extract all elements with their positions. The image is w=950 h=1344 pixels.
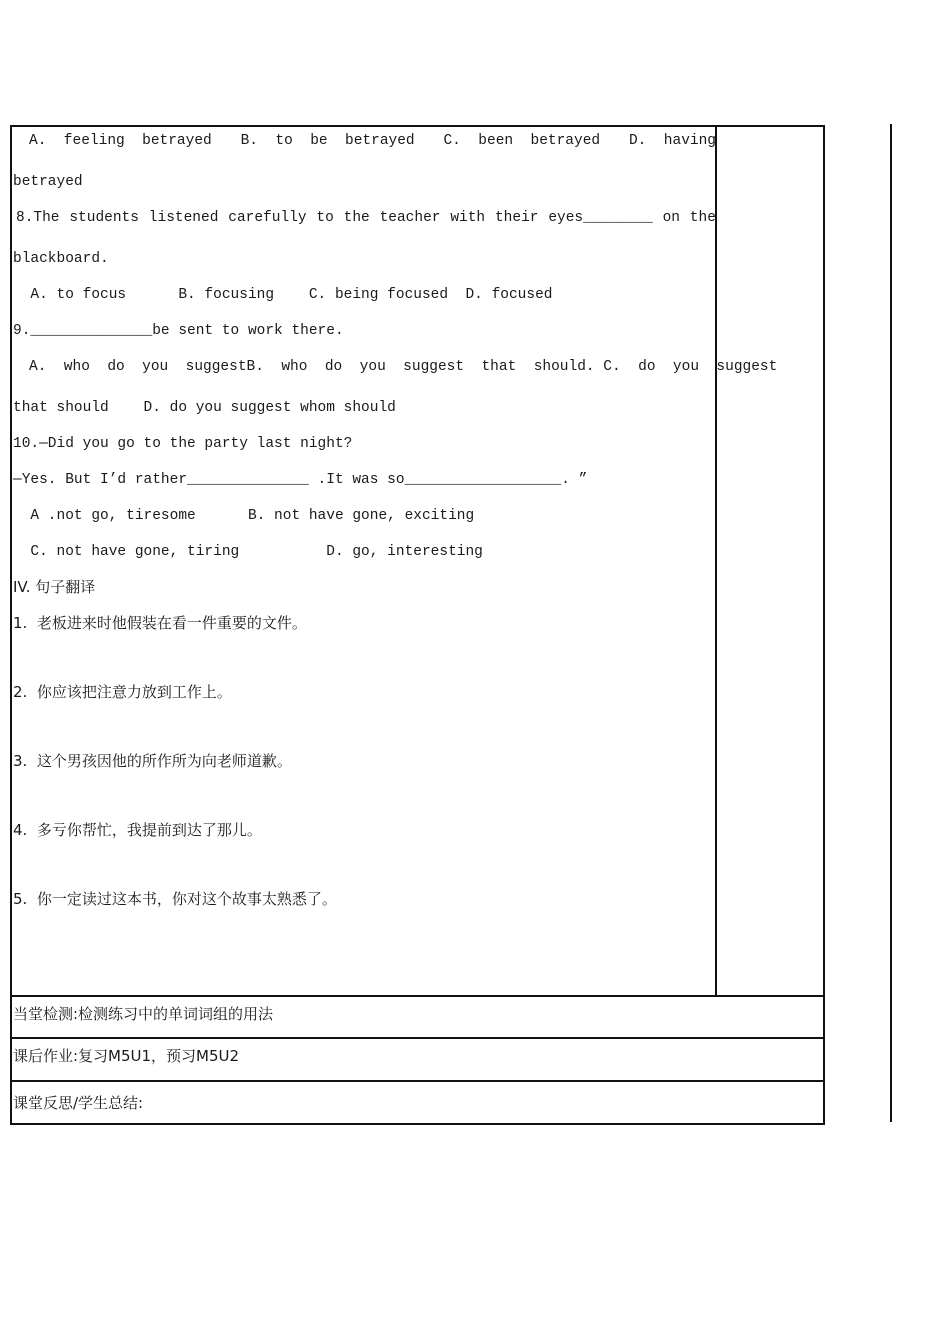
q7-option-b: B. to be betrayed [240, 133, 415, 149]
q8-word: 8.The [16, 210, 60, 226]
classroom-check: 当堂检测:检测练习中的单词词组的用法 [13, 1005, 274, 1023]
translation-item-3: 3. 这个男孩因他的所作所为向老师道歉。 [13, 752, 292, 770]
q9-options [13, 358, 778, 376]
q8-word: with [450, 210, 486, 226]
q8-word: their [494, 210, 539, 226]
q8-word: the [343, 210, 370, 226]
q8-word: listened [148, 210, 219, 226]
q8-word: eyes________ [548, 210, 653, 226]
row-divider-homework [10, 1037, 825, 1039]
q8-options: A. to focus B. focusing C. being focused D. focused [13, 287, 553, 303]
q10-stem: 10.—Did you go to the party last night? [13, 436, 353, 452]
q8-stem-cont: blackboard. [13, 251, 109, 267]
row-divider-reflection [10, 1080, 825, 1082]
q7-options [13, 132, 716, 150]
q8-stem [13, 209, 716, 227]
q8-word: teacher [379, 210, 441, 226]
q10-options-cd: C. not have gone, tiring D. go, interesting [13, 544, 483, 560]
translation-item-2: 2. 你应该把注意力放到工作上。 [13, 683, 232, 701]
q8-word: students [69, 210, 139, 226]
page-margin-rule [890, 124, 892, 1122]
q7-options-cont: betrayed [13, 174, 83, 190]
column-divider [715, 125, 717, 996]
homework: 课后作业:复习M5U1，预习M5U2 [13, 1047, 240, 1065]
translation-item-5: 5. 你一定读过这本书，你对这个故事太熟悉了。 [13, 890, 337, 908]
row-divider-check [10, 995, 825, 997]
q8-word: to [316, 210, 334, 226]
q7-option-c: C. been betrayed [443, 133, 601, 149]
q10-reply: —Yes. But I’d rather______________ .It was so__________________. ” [13, 472, 588, 488]
q9-option-cd: . C. do you suggest [585, 359, 778, 375]
q8-word: the [689, 210, 716, 226]
q8-word: carefully [228, 210, 307, 226]
q9-stem: 9.______________be sent to work there. [13, 323, 344, 339]
q9-option-b: B. who do you suggest that should [246, 359, 586, 375]
translation-item-4: 4. 多亏你帮忙，我提前到达了那儿。 [13, 821, 262, 839]
q7-option-a: A. feeling betrayed [29, 133, 212, 149]
q8-word: on [662, 210, 680, 226]
translation-item-1: 1. 老板进来时他假装在看一件重要的文件。 [13, 614, 307, 632]
translation-heading: IV. 句子翻译 [13, 578, 96, 596]
q10-options-ab: A .not go, tiresome B. not have gone, exciting [13, 508, 475, 524]
q9-option-a: A. who do you suggest [29, 359, 247, 375]
q7-option-d: D. having [628, 133, 716, 149]
q9-options-cont: that should D. do you suggest whom should [13, 400, 396, 416]
reflection: 课堂反思/学生总结: [13, 1094, 144, 1112]
